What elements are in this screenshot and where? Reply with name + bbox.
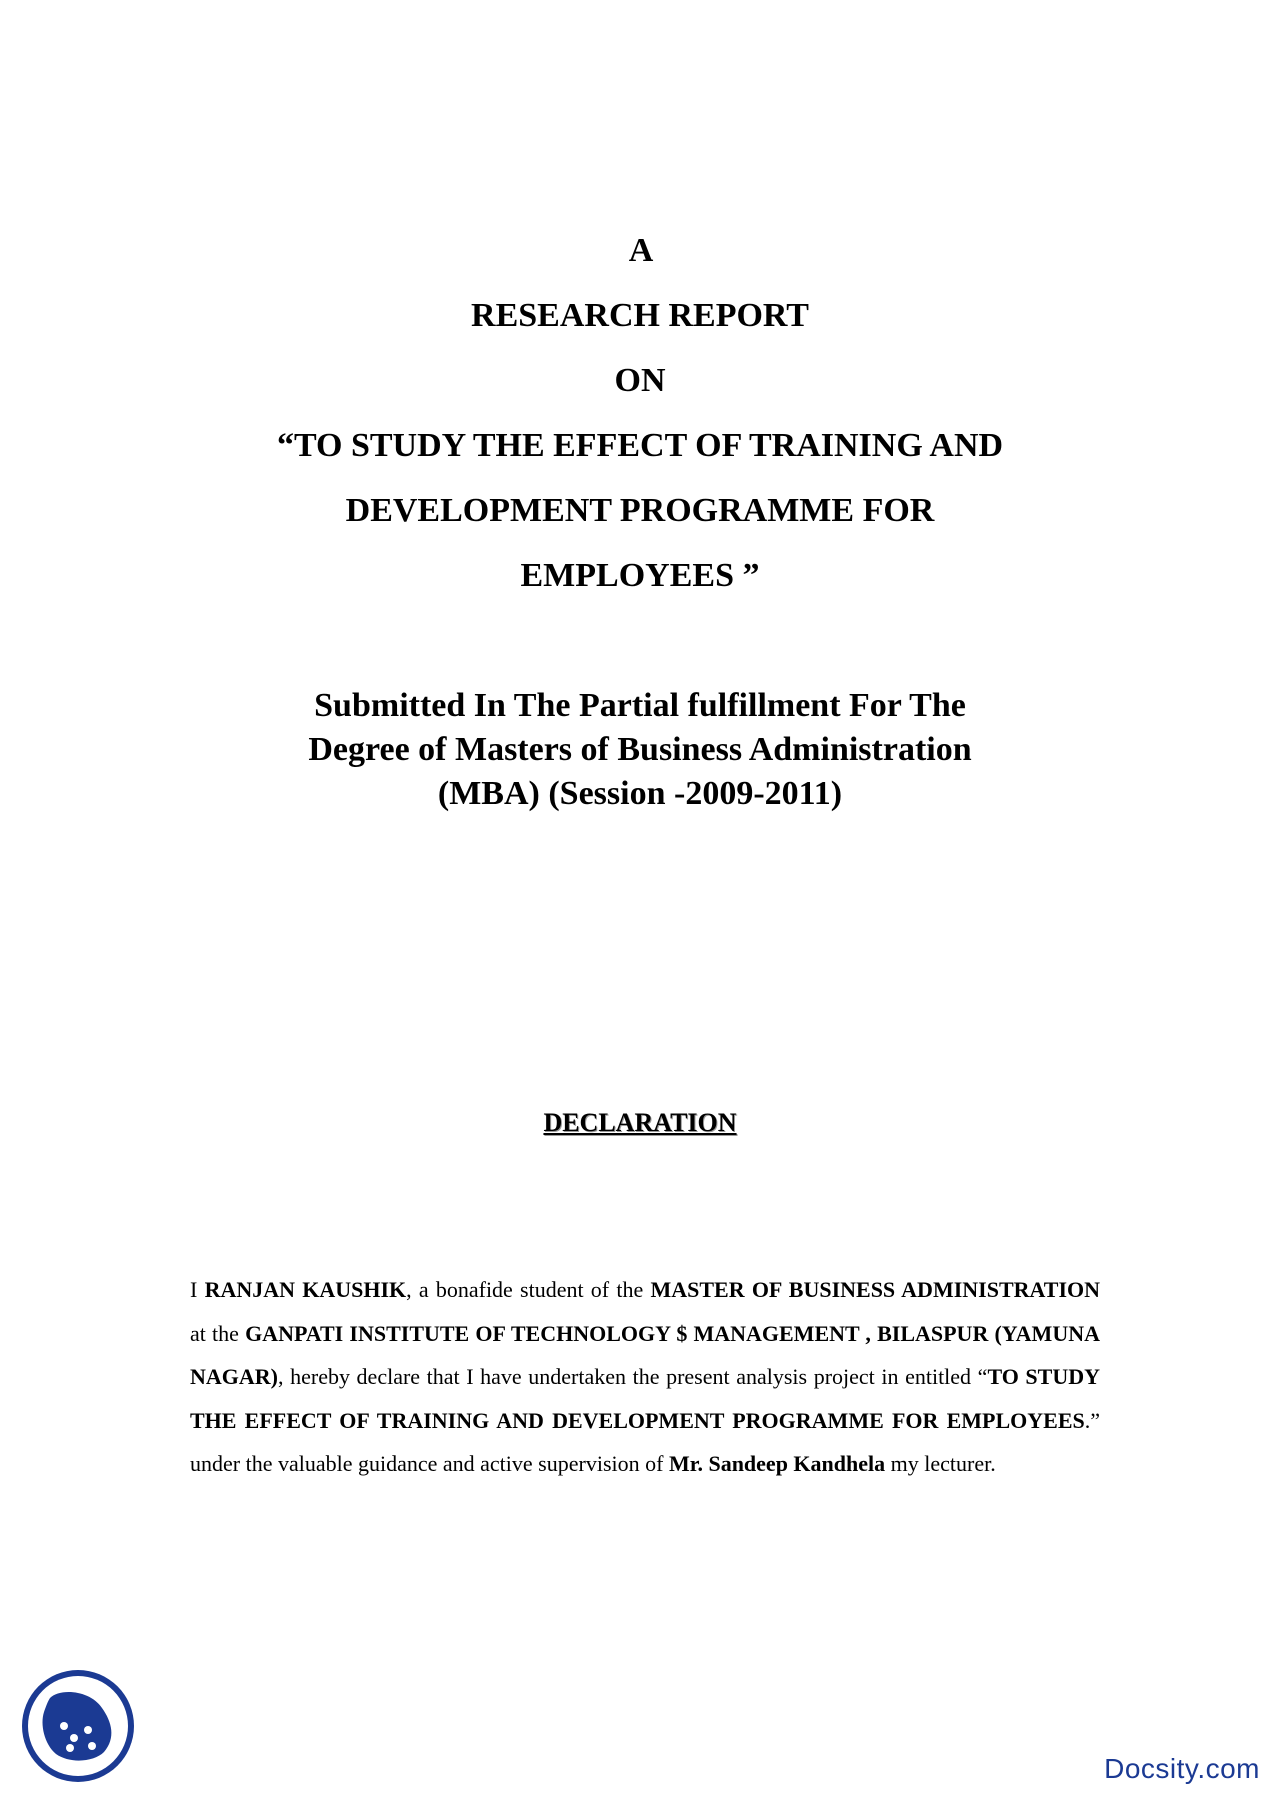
title-line-a: A xyxy=(628,232,654,269)
institute-name: GANPATI INSTITUTE OF TECHNOLOGY $ MANAGEMENT , BILASPUR (YAMUNA NAGAR) xyxy=(190,1320,1100,1389)
docsity-logo-icon xyxy=(20,1668,136,1784)
title-line-research-report: RESEARCH REPORT xyxy=(471,297,809,334)
title-line-topic-2: DEVELOPMENT PROGRAMME FOR xyxy=(345,492,935,529)
submission-statement xyxy=(0,684,1280,816)
supervisor-name: Mr. Sandeep Kandhela xyxy=(668,1451,886,1476)
declaration-paragraph xyxy=(190,1268,1100,1486)
title-line-on: ON xyxy=(614,362,666,399)
declaration-heading: DECLARATION xyxy=(543,1108,737,1137)
decl-text: at the xyxy=(190,1320,246,1346)
decl-text: , a bonafide student of the xyxy=(406,1277,651,1302)
subtitle-line-2: Degree of Masters of Business Administration xyxy=(308,731,972,768)
docsity-brand-link[interactable]: Docsity.com xyxy=(1104,1753,1260,1784)
report-title xyxy=(0,218,1280,608)
title-line-topic-1: “TO STUDY THE EFFECT OF TRAINING AND xyxy=(276,427,1004,464)
subtitle-line-3: (MBA) (Session -2009-2011) xyxy=(437,775,843,812)
decl-text: my lecturer. xyxy=(885,1451,996,1476)
degree-name: MASTER OF BUSINESS ADMINISTRATION xyxy=(650,1277,1101,1302)
decl-text: , hereby declare that I have undertaken the present analysis project in entitled “ xyxy=(278,1364,988,1389)
student-name: RANJAN KAUSHIK xyxy=(204,1277,407,1302)
subtitle-line-1: Submitted In The Partial fulfillment For The xyxy=(314,687,966,724)
decl-text: .” under the valuable guidance and active supervision of xyxy=(190,1407,1100,1476)
decl-text: I xyxy=(190,1277,205,1302)
title-line-topic-3: EMPLOYEES ” xyxy=(520,557,760,594)
project-title: TO STUDY THE EFFECT OF TRAINING AND DEVELOPMENT PROGRAMME FOR EMPLOYEES xyxy=(190,1364,1100,1433)
